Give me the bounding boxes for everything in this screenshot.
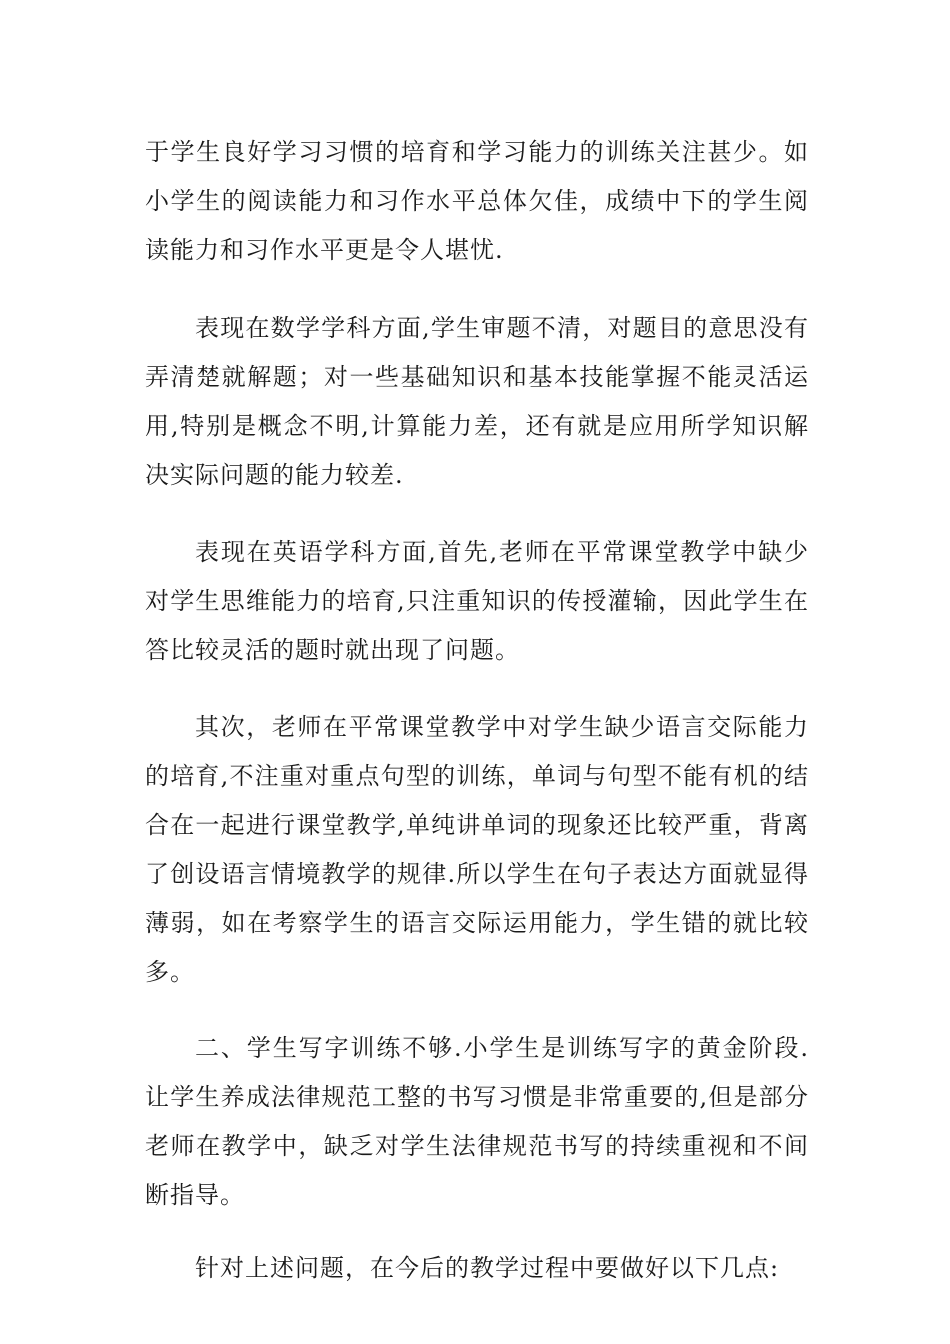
paragraph-english-subject: 表现在英语学科方面,首先,老师在平常课堂教学中缺少对学生思维能力的培育,只注重知识的传授灌输，因此学生在答比较灵活的题时就出现了问题。: [145, 538, 809, 664]
paragraph-language-communication: 其次，老师在平常课堂教学中对学生缺少语言交际能力的培育,不注重对重点句型的训练，单词与句型不能有机的结合在一起进行课堂教学,单纯讲单词的现象还比较严重，背离了创设语言情境教学的规律.所以学生在句子表达方面就显得薄弱，如在考察学生的语言交际运用能力，学生错的就比较多。: [145, 713, 809, 986]
document-body: [145, 128, 809, 1293]
paragraph-continuation: 于学生良好学习习惯的培育和学习能力的训练关注甚少。如小学生的阅读能力和习作水平总体欠佳，成绩中下的学生阅读能力和习作水平更是令人堪忧.: [145, 138, 809, 264]
paragraph-writing-training: 二、学生写字训练不够.小学生是训练写字的黄金阶段.让学生养成法律规范工整的书写习惯是非常重要的,但是部分老师在教学中，缺乏对学生法律规范书写的持续重视和不间断指导。: [145, 1034, 809, 1209]
paragraph-math-subject: 表现在数学学科方面,学生审题不清，对题目的意思没有弄清楚就解题；对一些基础知识和基本技能掌握不能灵活运用,特别是概念不明,计算能力差，还有就是应用所学知识解决实际问题的能力较差.: [145, 314, 809, 489]
paragraph-measures-intro: 针对上述问题，在今后的教学过程中要做好以下几点:: [195, 1254, 780, 1282]
